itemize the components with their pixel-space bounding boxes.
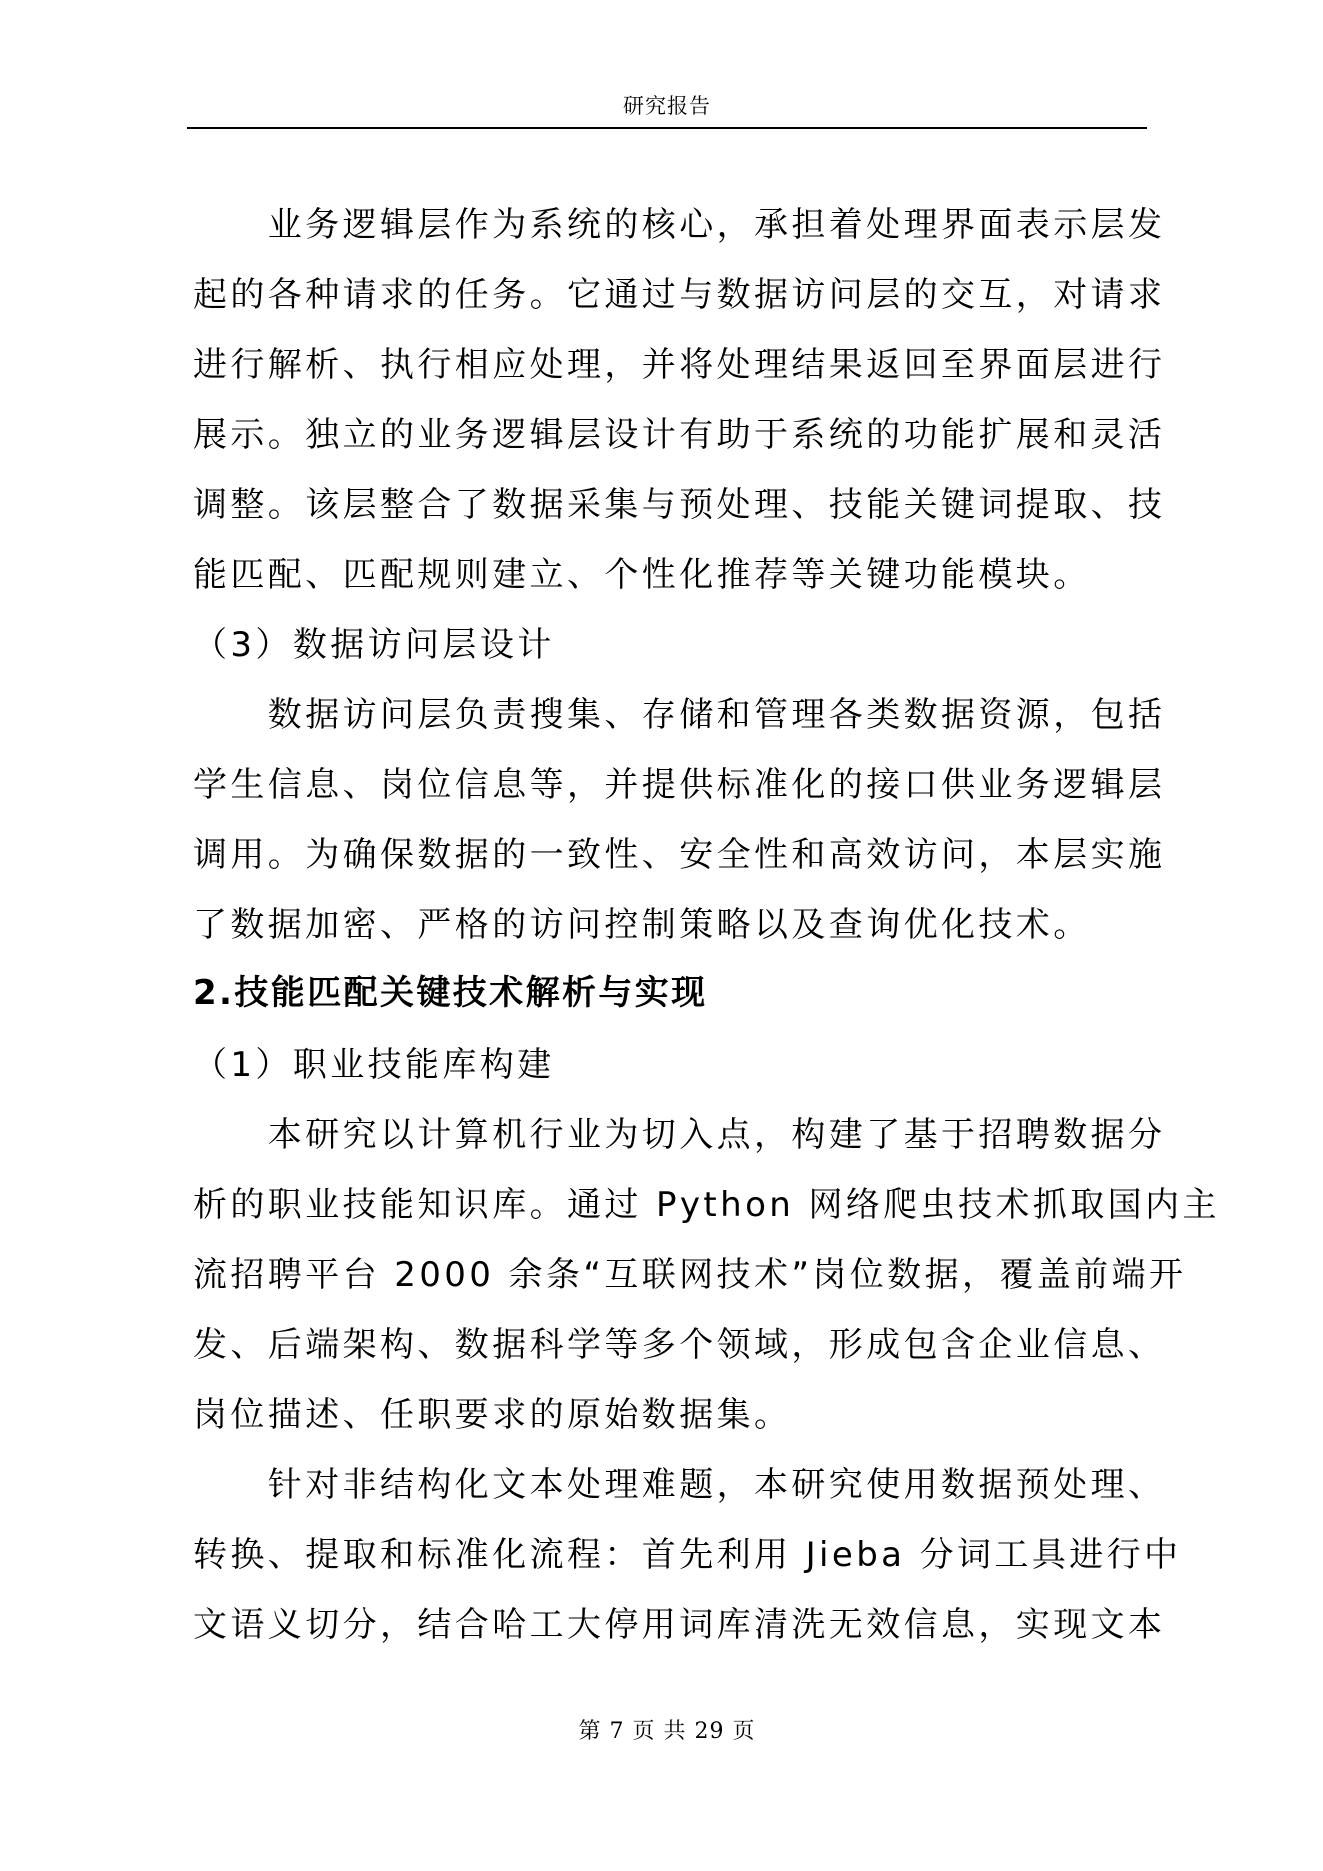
paragraph-line: 数据访问层负责搜集、存储和管理各类数据资源，包括 — [193, 695, 1166, 735]
paragraph-line: 业务逻辑层作为系统的核心，承担着处理界面表示层发 — [193, 205, 1166, 245]
subsection-heading: （3）数据访问层设计 — [193, 625, 555, 665]
running-header: 研究报告 — [623, 94, 711, 118]
paragraph-line: 流招聘平台 2000 余条“互联网技术”岗位数据，覆盖前端开 — [193, 1255, 1187, 1295]
header-divider — [187, 127, 1147, 129]
paragraph-line: 本研究以计算机行业为切入点，构建了基于招聘数据分 — [193, 1115, 1166, 1155]
paragraph-line: 调整。该层整合了数据采集与预处理、技能关键词提取、技 — [193, 485, 1166, 525]
paragraph-line: 针对非结构化文本处理难题，本研究使用数据预处理、 — [193, 1465, 1166, 1505]
paragraph-line: 调用。为确保数据的一致性、安全性和高效访问，本层实施 — [193, 835, 1166, 875]
paragraph-line: 了数据加密、严格的访问控制策略以及查询优化技术。 — [193, 905, 1091, 945]
paragraph-line: 起的各种请求的任务。它通过与数据访问层的交互，对请求 — [193, 275, 1166, 315]
paragraph-line: 析的职业技能知识库。通过 Python 网络爬虫技术抓取国内主 — [193, 1185, 1220, 1225]
subsection-heading: （1）职业技能库构建 — [193, 1045, 555, 1085]
paragraph-line: 学生信息、岗位信息等，并提供标准化的接口供业务逻辑层 — [193, 765, 1166, 805]
paragraph-line: 转换、提取和标准化流程：首先利用 Jieba 分词工具进行中 — [193, 1535, 1182, 1575]
paragraph-line: 文语义切分，结合哈工大停用词库清洗无效信息，实现文本 — [193, 1605, 1166, 1645]
page-number-footer: 第 7 页 共 29 页 — [578, 1719, 756, 1744]
paragraph-line: 能匹配、匹配规则建立、个性化推荐等关键功能模块。 — [193, 555, 1091, 595]
paragraph-line: 发、后端架构、数据科学等多个领域，形成包含企业信息、 — [193, 1325, 1166, 1365]
section-heading: 2.技能匹配关键技术解析与实现 — [193, 973, 708, 1013]
paragraph-line: 展示。独立的业务逻辑层设计有助于系统的功能扩展和灵活 — [193, 415, 1166, 455]
paragraph-line: 进行解析、执行相应处理，并将处理结果返回至界面层进行 — [193, 345, 1166, 385]
paragraph-line: 岗位描述、任职要求的原始数据集。 — [193, 1395, 792, 1435]
